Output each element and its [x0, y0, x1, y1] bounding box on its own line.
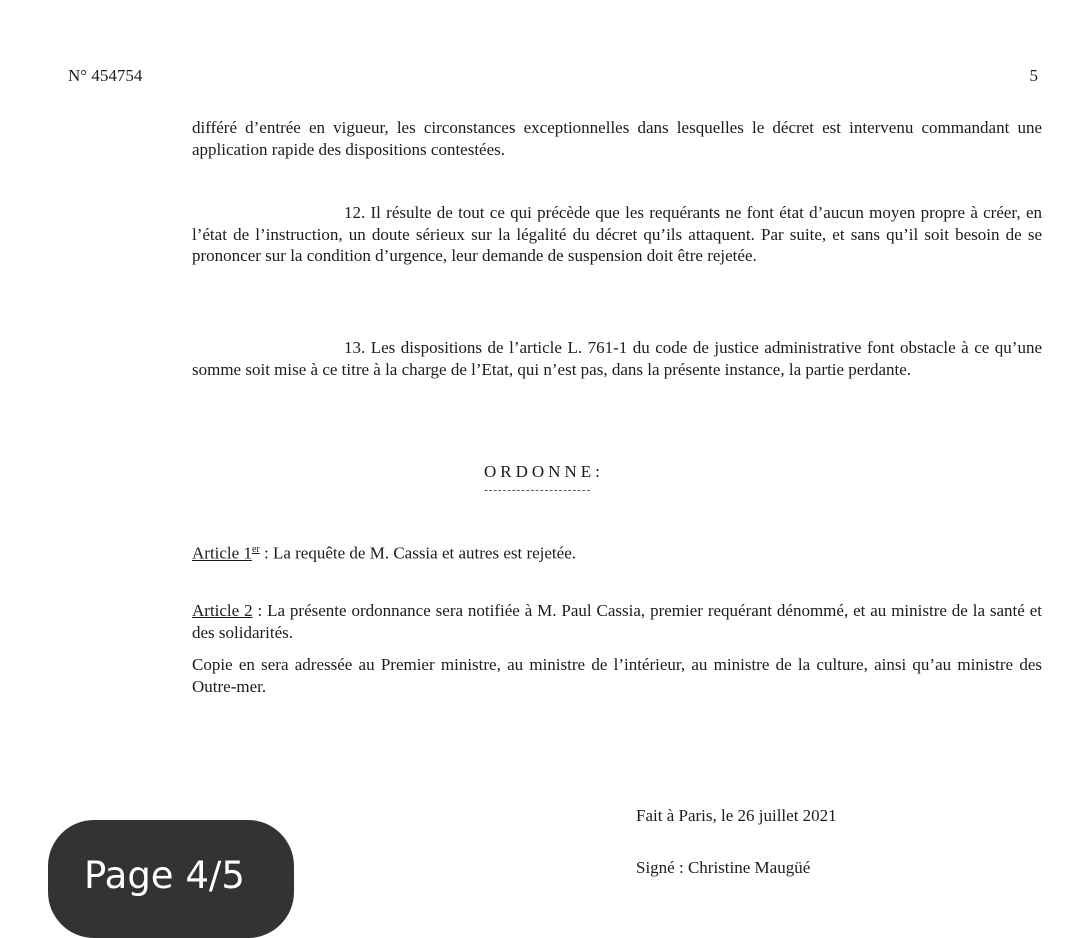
page-indicator-badge: Page 4/5: [48, 820, 294, 938]
article-2-label: Article 2: [192, 601, 253, 620]
document-number: N° 454754: [68, 66, 143, 85]
paragraph-12: 12. Il résulte de tout ce qui précède que les requérants ne font état d’aucun moyen propre à créer, en l’état de l’instruction, un doute sérieux sur la légalité du décret qu’ils attaquent. Par suite, et sans qu’il soit besoin de se prononcer sur la condition d’urgence, leur demande de suspension doit être rejetée.: [192, 203, 1042, 265]
article-2-text: : La présente ordonnance sera notifiée à M. Paul Cassia, premier requérant dénommé, et au ministre de la santé et des solidarités.: [192, 601, 1042, 642]
copy-notice: Copie en sera adressée au Premier ministre, au ministre de l’intérieur, au ministre de la culture, ainsi qu’au ministre des Outre-mer.: [192, 655, 1042, 696]
article-1-label: Article 1: [192, 543, 252, 563]
article-1-superscript: er: [251, 544, 260, 555]
article-1: [192, 539, 1042, 564]
article-1-text: : La requête de M. Cassia et autres est rejetée.: [259, 543, 576, 563]
page-number: 5: [1029, 66, 1038, 85]
ordonne-separator: -----------------------: [484, 484, 592, 496]
article-2: [192, 600, 1042, 643]
ordonne-heading: ORDONNE:: [484, 462, 604, 481]
place-date: Fait à Paris, le 26 juillet 2021: [636, 806, 837, 825]
paragraph-13: 13. Les dispositions de l’article L. 761-1 du code de justice administrative font obstacle à ce qu’une somme soit mise à ce titre à la charge de l’Etat, qui n’est pas, dans la présente instance, la partie perdante.: [192, 338, 1042, 379]
paragraph-continuation: différé d’entrée en vigueur, les circonstances exceptionnelles dans lesquelles le décret est intervenu commandant une application rapide des dispositions contestées.: [192, 118, 1042, 159]
signature-line: Signé : Christine Maugüé: [636, 858, 811, 877]
